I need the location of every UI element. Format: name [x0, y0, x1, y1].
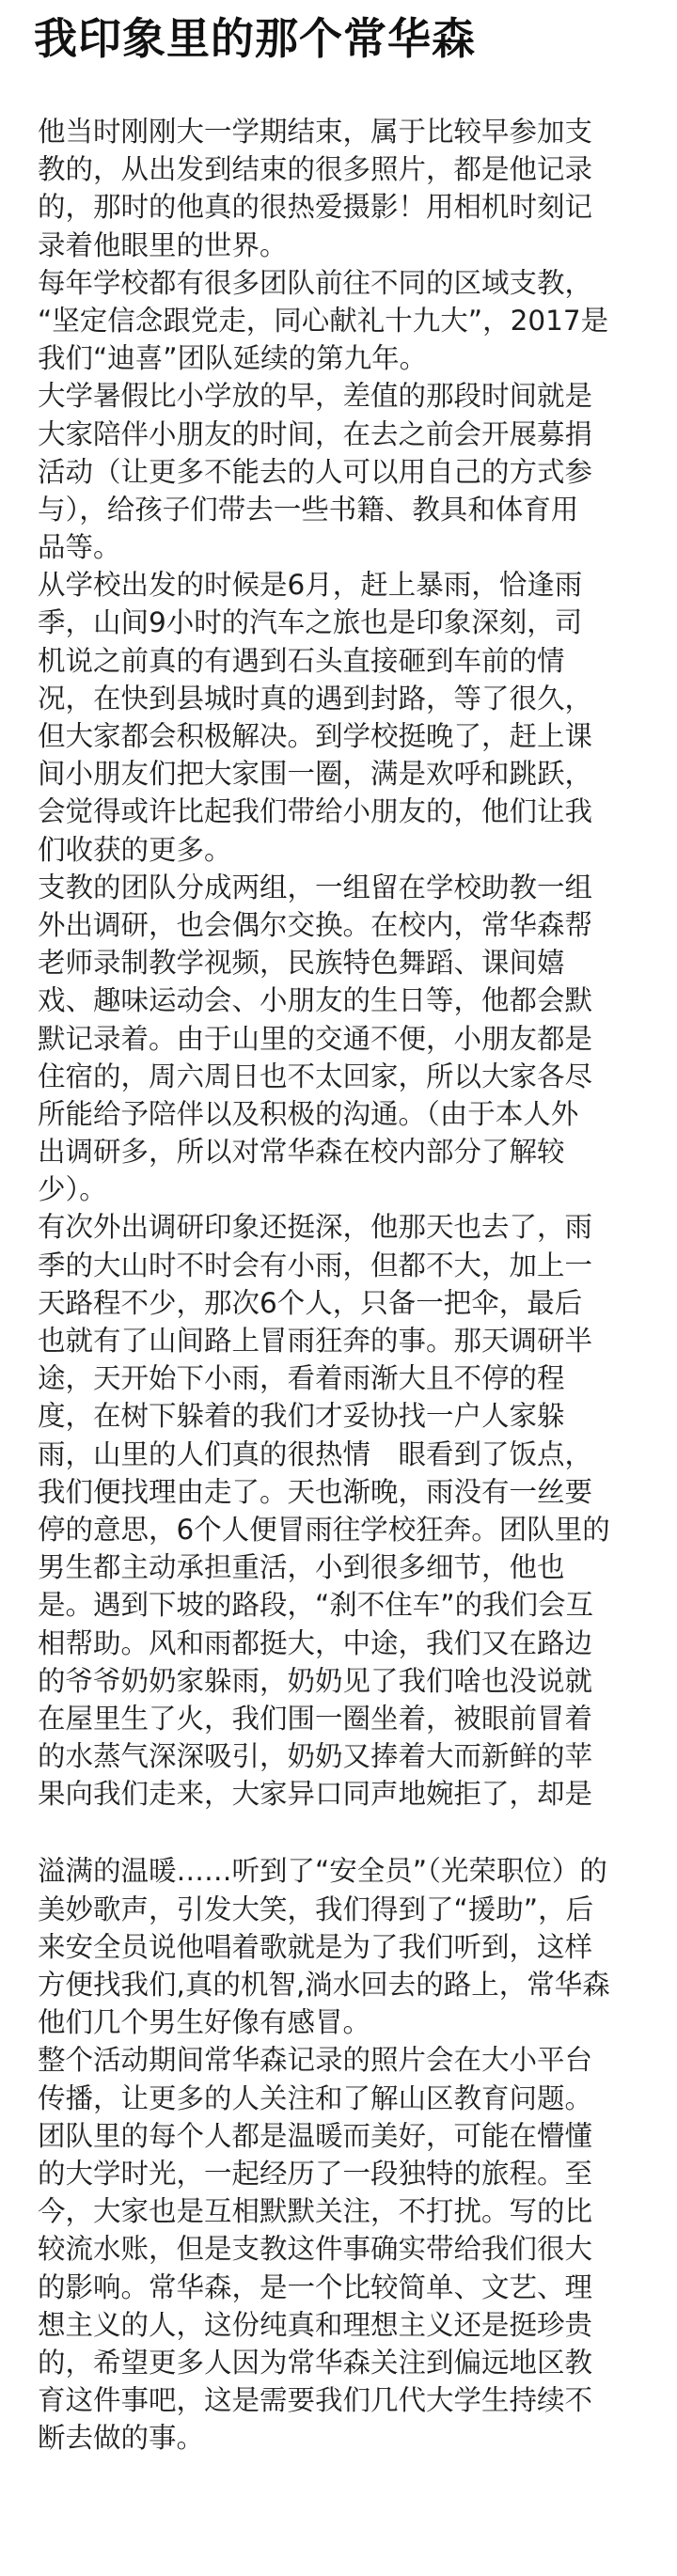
text-line: 会觉得或许比起我们带给小朋友的，他们让我	[38, 795, 593, 828]
text-line: 老师录制教学视频，民族特色舞蹈、课间嬉	[38, 947, 565, 980]
text-line: 来安全员说他唱着歌就是为了我们听到，这样	[38, 1930, 593, 1963]
text-line: 所能给予陪伴以及积极的沟通。（由于本人外	[38, 1097, 579, 1130]
text-line: 默记录着。由于山里的交通不便，小朋友都是	[38, 1022, 593, 1055]
text-line: 传播，让更多的人关注和了解山区教育问题。	[38, 2081, 593, 2114]
text-line: 溢满的温暖……听到了“安全员”（光荣职位）的	[38, 1855, 607, 1888]
text-line: 活动（让更多不能去的人可以用自己的方式参	[38, 455, 593, 488]
text-line: 有次外出调研印象还挺深，他那天也去了，雨	[38, 1211, 593, 1244]
article-title: 我印象里的那个常华森	[34, 13, 476, 64]
text-line: 戏、趣味运动会、小朋友的生日等，他都会默	[38, 984, 593, 1017]
text-line: 出调研多，所以对常华森在校内部分了解较	[38, 1136, 565, 1169]
text-line: 教的，从出发到结束的很多照片，都是他记录	[38, 153, 593, 186]
text-line: 断去做的事。	[38, 2422, 205, 2455]
text-line: 的水蒸气深深吸引，奶奶又捧着大而新鲜的苹	[38, 1740, 593, 1773]
text-line: 男生都主动承担重活，小到很多细节，他也	[38, 1551, 565, 1584]
text-line: 季，山间9小时的汽车之旅也是印象深刻，司	[38, 606, 583, 639]
text-line: 的，那时的他真的很热爱摄影！用相机时刻记	[38, 191, 593, 224]
text-line: 间小朋友们把大家围一圈，满是欢呼和跳跃，	[38, 758, 593, 791]
text-line: 他当时刚刚大一学期结束，属于比较早参加支	[38, 116, 593, 148]
text-line: 录着他眼里的世界。	[38, 228, 288, 261]
text-line: 支教的团队分成两组，一组留在学校助教一组	[38, 871, 593, 903]
text-line: 途，天开始下小雨，看着雨渐大且不停的程	[38, 1362, 565, 1395]
text-line: 大家陪伴小朋友的时间，在去之前会开展募捐	[38, 417, 593, 450]
text-line: 也就有了山间路上冒雨狂奔的事。那天调研半	[38, 1325, 593, 1357]
article-body	[38, 113, 639, 2457]
text-line: 他们几个男生好像有感冒。	[38, 2006, 371, 2039]
text-line: 果向我们走来，大家异口同声地婉拒了，却是	[38, 1778, 593, 1811]
text-line: 每年学校都有很多团队前往不同的区域支教，	[38, 266, 593, 299]
text-line: 外出调研，也会偶尔交换。在校内，常华森帮	[38, 908, 593, 941]
text-line: 机说之前真的有遇到石头直接砸到车前的情	[38, 644, 565, 677]
text-line: 是。遇到下坡的路段，“刹不住车”的我们会互	[38, 1589, 594, 1622]
text-line: 大学暑假比小学放的早，差值的那段时间就是	[38, 380, 593, 413]
text-line: 少）。	[38, 1173, 107, 1206]
text-line: 但大家都会积极解决。到学校挺晚了，赶上课	[38, 720, 593, 752]
text-line: 我们“迪喜”团队延续的第九年。	[38, 342, 428, 375]
text-line: 想主义的人，这份纯真和理想主义还是挺珍贵	[38, 2308, 593, 2341]
text-line: 从学校出发的时候是6月，赶上暴雨，恰逢雨	[38, 569, 583, 602]
text-line: 在屋里生了火，我们围一圈坐着，被眼前冒着	[38, 1702, 593, 1735]
text-line: 相帮助。风和雨都挺大，中途，我们又在路边	[38, 1626, 593, 1659]
text-line: 今，大家也是互相默默关注，不打扰。写的比	[38, 2195, 593, 2228]
text-line: 的，希望更多人因为常华森关注到偏远地区教	[38, 2346, 593, 2379]
text-line: 况，在快到县城时真的遇到封路，等了很久，	[38, 682, 593, 715]
text-line: 美妙歌声，引发大笑，我们得到了“援助”，后	[38, 1893, 594, 1925]
text-line: 整个活动期间常华森记录的照片会在大小平台	[38, 2044, 593, 2077]
text-line: 我们便找理由走了。天也渐晚，雨没有一丝要	[38, 1475, 593, 1508]
text-line: 品等。	[38, 531, 121, 564]
text-line: 方便找我们,真的机智,淌水回去的路上，常华森	[38, 1969, 610, 2001]
text-line: “坚定信念跟党走，同心献礼十九大”，2017是	[38, 304, 609, 337]
text-line: 较流水账，但是支教这件事确实带给我们很大	[38, 2233, 593, 2266]
text-line: 季的大山时不时会有小雨，但都不大，加上一	[38, 1249, 593, 1281]
text-line: 团队里的每个人都是温暖而美好，可能在懵懂	[38, 2119, 593, 2152]
text-line: 的影响。常华森，是一个比较简单、文艺、理	[38, 2270, 593, 2303]
text-line: 的大学时光，一起经历了一段独特的旅程。至	[38, 2157, 593, 2190]
text-line: 们收获的更多。	[38, 833, 232, 866]
text-line: 住宿的，周六周日也不太回家，所以大家各尽	[38, 1060, 593, 1092]
text-line: 度，在树下躲着的我们才妥协找一户人家躲	[38, 1400, 565, 1433]
text-line: 的爷爷奶奶家躲雨，奶奶见了我们啥也没说就	[38, 1664, 593, 1697]
text-line: 天路程不少，那次6个人，只备一把伞，最后	[38, 1286, 583, 1319]
text-line: 雨，山里的人们真的很热情 眼看到了饭点，	[38, 1437, 593, 1470]
text-line: 与），给孩子们带去一些书籍、教具和体育用	[38, 493, 579, 526]
text-line: 育这件事吧，这是需要我们几代大学生持续不	[38, 2384, 593, 2417]
text-line: 停的意思，6个人便冒雨往学校狂奔。团队里的	[38, 1513, 610, 1546]
